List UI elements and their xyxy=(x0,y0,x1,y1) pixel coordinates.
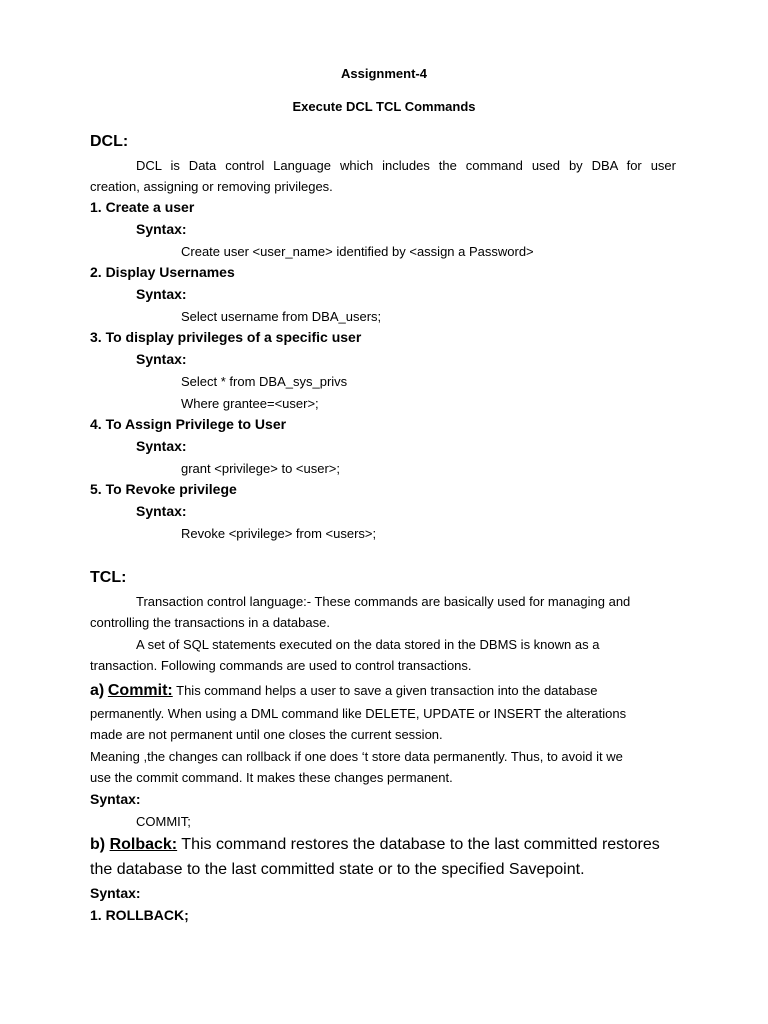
syntax-label: Syntax: xyxy=(136,438,187,454)
syntax-label: Syntax: xyxy=(136,503,187,519)
syntax-label: Syntax: xyxy=(136,351,187,367)
commit-syntax-label: Syntax: xyxy=(90,791,141,807)
rollback-text: This command restores the database to the last committed restores xyxy=(181,836,660,853)
commit-code: COMMIT; xyxy=(136,814,191,829)
code-line: Select username from DBA_users; xyxy=(181,309,382,324)
syntax-label: Syntax: xyxy=(136,221,187,237)
code-line: Revoke <privilege> from <users>; xyxy=(181,526,377,541)
rollback-paragraph-line-1 xyxy=(90,835,660,855)
tcl-heading: TCL: xyxy=(90,569,127,586)
rollback-syntax-label: Syntax: xyxy=(90,885,141,901)
dcl-item-title: 4. To Assign Privilege to User xyxy=(90,416,287,432)
dcl-intro-line-1: DCL is Data control Language which includes the command used by DBA for user xyxy=(136,158,676,173)
dcl-item-title: 2. Display Usernames xyxy=(90,264,235,280)
document-subtitle: Execute DCL TCL Commands xyxy=(292,99,476,114)
commit-text: This command helps a user to save a given transaction into the database xyxy=(176,683,598,698)
rollback-line-2: the database to the last committed state or to the specified Savepoint. xyxy=(90,861,585,878)
commit-line-4: Meaning ,the changes can rollback if one does ‘t store data permanently. Thus, to avoid it we xyxy=(90,749,623,764)
dcl-item-title: 3. To display privileges of a specific user xyxy=(90,329,362,345)
tcl-para1-line-1: Transaction control language:- These commands are basically used for managing and xyxy=(136,594,631,609)
commit-line-2: permanently. When using a DML command like DELETE, UPDATE or INSERT the alterations xyxy=(90,706,627,721)
rollback-code: 1. ROLLBACK; xyxy=(90,907,189,923)
rollback-term: Rolback: xyxy=(109,836,178,853)
code-line: Create user <user_name> identified by <assign a Password> xyxy=(181,244,534,259)
document-title: Assignment-4 xyxy=(341,66,427,81)
commit-term: Commit: xyxy=(107,682,173,699)
dcl-item-title: 1. Create a user xyxy=(90,199,195,215)
rollback-prefix: b) xyxy=(90,836,106,853)
commit-line-3: made are not permanent until one closes the current session. xyxy=(90,727,443,742)
tcl-para1-line-2: controlling the transactions in a database. xyxy=(90,615,330,630)
tcl-para2-line-1: A set of SQL statements executed on the data stored in the DBMS is known as a xyxy=(136,637,600,652)
code-line: Select * from DBA_sys_privs xyxy=(181,374,348,389)
commit-paragraph-line-1 xyxy=(90,681,597,701)
tcl-para2-line-2: transaction. Following commands are used to control transactions. xyxy=(90,658,472,673)
dcl-heading: DCL: xyxy=(90,133,129,150)
dcl-intro-line-2: creation, assigning or removing privileges. xyxy=(90,179,333,194)
code-line: grant <privilege> to <user>; xyxy=(181,461,340,476)
commit-line-5: use the commit command. It makes these changes permanent. xyxy=(90,770,453,785)
syntax-label: Syntax: xyxy=(136,286,187,302)
dcl-item-title: 5. To Revoke privilege xyxy=(90,481,237,497)
commit-prefix: a) xyxy=(90,682,105,699)
code-line: Where grantee=<user>; xyxy=(181,396,319,411)
